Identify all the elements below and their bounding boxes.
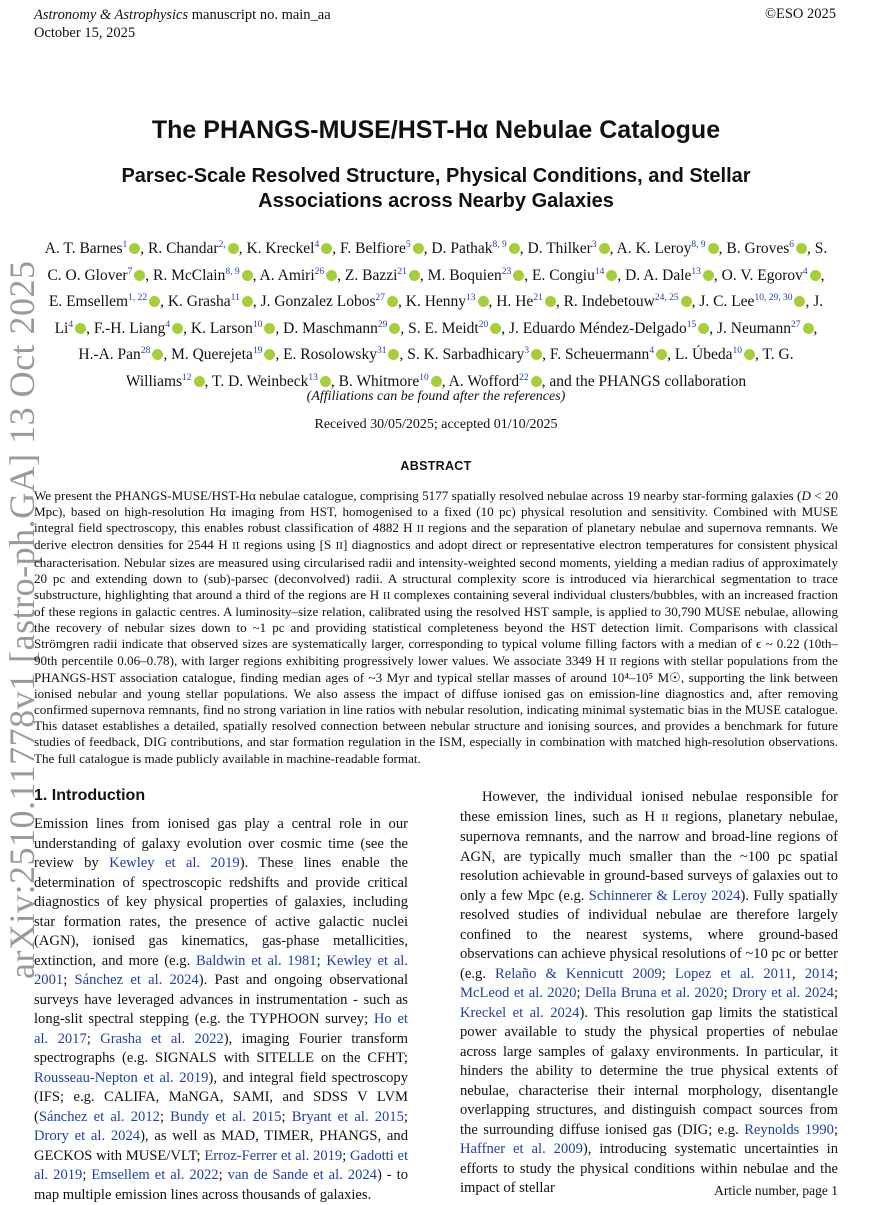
orcid-icon[interactable] (129, 243, 140, 254)
author (431, 240, 519, 257)
citation-link[interactable]: Della Bruna et al. 2020 (584, 985, 724, 1001)
citation-link[interactable]: van de Sande et al. 2024 (227, 1167, 377, 1183)
body-text: ; (218, 1167, 228, 1183)
author-name: A. K. Leroy (616, 240, 692, 257)
affiliation-marker[interactable]: 11 (230, 293, 240, 304)
orcid-icon[interactable] (228, 243, 239, 254)
orcid-icon[interactable] (320, 376, 331, 387)
author (168, 293, 253, 310)
orcid-icon[interactable] (513, 270, 524, 281)
author-name: B. Whitmore (338, 372, 420, 390)
author-name: D. Pathak (431, 240, 493, 257)
orcid-icon[interactable] (810, 270, 821, 281)
author (449, 373, 542, 390)
orcid-icon[interactable] (531, 349, 542, 360)
affiliation-marker[interactable]: 20 (478, 319, 489, 330)
author (722, 267, 821, 284)
copyright: ©ESO 2025 (764, 6, 836, 22)
author (428, 267, 525, 284)
author-name: D. Thilker (527, 240, 592, 257)
author-name: D. A. Dale (625, 266, 692, 284)
author-name: H.-A. Pan (78, 346, 141, 364)
orcid-icon[interactable] (172, 323, 183, 334)
affiliation-marker[interactable]: 4 (649, 346, 655, 357)
author-name: K. Grasha (167, 293, 231, 311)
citation-link[interactable]: Rousseau-Nepton et al. 2019 (34, 1069, 209, 1086)
paper-subtitle: Parsec-Scale Resolved Structure, Physical Conditions, and Stellar Associations across Nearby Galaxies (121, 165, 751, 212)
author (617, 240, 719, 257)
affiliation-marker[interactable]: 8, 9 (492, 240, 507, 250)
body-text: ; (833, 1121, 839, 1138)
body-text: ), and integral field spectroscopy (IFS; e.g. CALIFA, MaNGA, SAMI, and SDSS V LVM ( (34, 1069, 408, 1125)
affiliation-marker[interactable]: 19 (252, 346, 263, 357)
affiliation-marker[interactable]: 4 (314, 240, 320, 250)
body-text: Emission lines from ionised gas play a central role in our understanding of galaxy evolution over cosmic time (see the review by (34, 816, 408, 871)
body-text: ; (316, 952, 327, 969)
author (345, 267, 420, 284)
body-text: ; (833, 985, 838, 1001)
author-name: J. Eduardo Méndez-Delgado (508, 319, 687, 337)
abstract-fragment: < 20 Mpc), based on high-resolution Hα imaging from HST, homogenised to a fixed (10 pc) physical resolution and sensitivity. Combined with MUSE integral field spectroscopy, this enables robust classification of 4882 H (34, 488, 839, 536)
manuscript-number: manuscript no. main_aa (191, 7, 331, 23)
citation-link[interactable]: Lopez et al. 2011 (674, 965, 792, 982)
affiliation-marker[interactable]: 3 (591, 240, 597, 250)
journal-name: Astronomy & Astrophysics (34, 7, 189, 23)
author (153, 267, 253, 284)
author-name: L. Úbeda (674, 346, 733, 364)
author (94, 320, 183, 337)
citation-link[interactable]: Kewley et al. 2001 (34, 952, 409, 988)
author (191, 320, 276, 337)
affiliation-marker[interactable]: 8, 9 (225, 266, 240, 277)
author-name: S. C. O. Glover (47, 240, 828, 284)
author-name: E. Emsellem (48, 293, 129, 311)
author (509, 320, 709, 337)
intro-right-column (460, 788, 838, 1199)
body-text: ; (86, 1030, 101, 1047)
orcid-icon[interactable] (264, 349, 275, 360)
intro-left-column (34, 815, 408, 1205)
citation-link[interactable]: Haffner et al. 2009 (460, 1141, 583, 1157)
affiliation-marker[interactable]: 29 (377, 319, 388, 330)
body-text: However, the individual ionised nebulae responsible for these emission lines, such as H (460, 789, 838, 825)
affiliation-marker[interactable]: 23 (501, 266, 512, 277)
author (406, 293, 489, 310)
author (717, 320, 814, 337)
section-heading: 1. Introduction (34, 787, 146, 804)
orcid-icon[interactable] (744, 349, 755, 360)
abstract-fragment: II (232, 540, 240, 553)
body-text: ; (159, 1108, 171, 1125)
author-name: R. Chandar (148, 240, 219, 257)
abstract-fragment: II (335, 540, 343, 553)
affiliation-marker[interactable]: 13 (308, 372, 318, 383)
abstract-body (34, 488, 838, 767)
body-text: ). These lines enable the determination of spectroscopic redshifts and provide critical diagnostics of key physical properties of galaxies, including star formation rates, the presence of active galactic nuclei (AGN), ionised gas kinematics, gas-phase metallicities, extinction, and more (e.g. (34, 855, 409, 969)
author (283, 320, 400, 337)
citation-link[interactable]: Relaño & Kennicutt 2009 (495, 965, 662, 982)
author (408, 320, 501, 337)
orcid-icon[interactable] (75, 323, 86, 334)
author-name: B. Groves (726, 240, 790, 257)
affiliation-marker[interactable]: 2, (218, 240, 226, 250)
citation-link[interactable]: Baldwin et al. 1981 (196, 952, 317, 969)
orcid-icon[interactable] (656, 349, 667, 360)
author-name: S. K. Sarbadhicary (407, 346, 525, 364)
author-name: Z. Bazzi (344, 266, 398, 284)
affiliation-marker[interactable]: 21 (533, 293, 543, 304)
received-date: Received 30/05/2025; accepted 01/10/2025 (314, 417, 558, 432)
author (726, 240, 807, 257)
citation-link[interactable]: Kewley et al. 2019 (109, 855, 240, 871)
affiliation-marker[interactable]: 8, 9 (691, 240, 706, 250)
citation-link[interactable]: Emsellem et al. 2022 (91, 1167, 219, 1183)
header-date: October 15, 2025 (34, 25, 136, 41)
author (171, 346, 275, 363)
citation-link[interactable]: Kreckel et al. 2024 (460, 1004, 580, 1021)
body-text: ; (403, 1108, 408, 1125)
author-name: R. Indebetouw (563, 293, 655, 311)
author (283, 346, 399, 363)
authors-tail: , and the PHANGS collaboration (541, 372, 747, 390)
author (49, 293, 160, 310)
body-text: ; (661, 965, 675, 982)
abstract-fragment: complexes containing several individual clusters/bubbles, with an increased fraction of these regions in galactic centres. A luminosity–size relation, calibrated using the resolved HST sample, is applied to 30,790 MUSE nebulae, allowing the recovery of nebular sizes down to ~1 pc and providing statistical completeness beyond the HST detection limit. Comparisons with classical Strömgren radii indicate that observed sizes are systematically larger, corresponding to typical volume filling factors with a median of ϵ ~ 0.22 (10th–90th percentile 0.06–0.78), with larger regions exhibiting progressively lower values. We associate 3349 H (34, 586, 838, 668)
affiliation-marker[interactable]: 27 (375, 293, 386, 304)
body-text: ; (723, 985, 733, 1001)
orcid-icon[interactable] (681, 296, 692, 307)
citation-link[interactable]: Sánchez et al. 2012 (38, 1108, 160, 1125)
body-text: ; (281, 1108, 292, 1125)
orcid-icon[interactable] (803, 323, 814, 334)
affiliation-marker[interactable]: 1 (122, 240, 128, 250)
author (496, 293, 556, 310)
author (261, 293, 398, 310)
affiliation-marker[interactable]: 26 (314, 266, 325, 277)
body-text: ), imaging Fourier transform spectrographs (e.g. SIGNALS with SITELLE on the CFHT; (34, 1030, 408, 1066)
orcid-icon[interactable] (606, 270, 617, 281)
author (78, 346, 163, 363)
author-name: K. Larson (190, 319, 253, 337)
orcid-icon[interactable] (708, 243, 719, 254)
author-name: O. V. Egorov (721, 266, 803, 284)
page-footer: Article number, page 1 (714, 1183, 838, 1198)
arxiv-identifier[interactable]: arXiv:2510.11778v1 [astro-ph.GA] 13 Oct 2025 (2, 260, 42, 979)
abstract-fragment: D (801, 488, 811, 503)
orcid-icon[interactable] (242, 270, 253, 281)
author-name: M. Boquien (427, 266, 502, 284)
body-text: ; (63, 972, 75, 988)
affiliation-marker[interactable]: 27 (791, 319, 801, 330)
author-name: R. McClain (153, 266, 226, 284)
affiliation-marker[interactable]: 10 (732, 346, 742, 357)
author (675, 346, 755, 363)
author-name: K. Kreckel (246, 240, 315, 257)
body-text: , (792, 965, 805, 982)
affiliation-marker[interactable]: 31 (376, 346, 387, 357)
abstract-fragment: We present the PHANGS-MUSE/HST-Hα nebulae catalogue, comprising 5177 spatially resolved nebulae across 19 nearby star-forming galaxies ( (34, 488, 802, 503)
affiliation-marker[interactable]: 1, 22 (128, 293, 148, 304)
author (212, 373, 331, 390)
affiliation-marker[interactable]: 5 (405, 240, 411, 250)
author-name: T. D. Weinbeck (212, 372, 309, 390)
orcid-icon[interactable] (242, 296, 253, 307)
orcid-icon[interactable] (599, 243, 610, 254)
author-name: E. Congiu (531, 266, 595, 284)
author-name: M. Querejeta (171, 346, 253, 364)
paper-title: The PHANGS-MUSE/HST-Hα Nebulae Catalogue (151, 116, 721, 144)
author (564, 293, 692, 310)
citation-link[interactable]: 2014 (804, 965, 834, 982)
abstract-heading: ABSTRACT (400, 459, 472, 473)
abstract-fragment: regions using [S (239, 537, 336, 553)
body-text: ; (833, 965, 838, 982)
citation-link[interactable]: Bryant et al. 2015 (291, 1108, 404, 1125)
running-header (34, 6, 331, 42)
orcid-icon[interactable] (264, 323, 275, 334)
small-caps: II (661, 811, 669, 824)
citation-link[interactable]: Reynolds 1990 (744, 1121, 834, 1138)
citation-link[interactable]: McLeod et al. 2020 (460, 985, 577, 1001)
affiliation-marker[interactable]: 4 (68, 319, 74, 330)
orcid-icon[interactable] (321, 243, 332, 254)
author (532, 267, 617, 284)
citation-link[interactable]: Sánchez et al. 2024 (74, 972, 199, 988)
abstract-fragment: regions and the separation of planetary nebulae and supernova remnants. We derive electron densities for 2544 H (34, 520, 838, 553)
body-text: ) - to map multiple emission lines across thousands of galaxies. (34, 1167, 409, 1203)
abstract-fragment: ] diagnostics and adopt direct or representative electron temperatures for consistent physical characterisation. Nebular sizes are measured using circularised radii and intensity-weighted second moments, yielding a median radius of approximately 20 pc and extending down to (sub)-parsec (deconvolved) radii. A structural complexity score is introduced via hierarchical segmentation to trace substructure, highlighting that around a third of the regions are H (34, 537, 838, 602)
orcid-icon[interactable] (794, 296, 805, 307)
citation-link[interactable]: Gadotti et al. 2019 (34, 1147, 409, 1183)
orcid-icon[interactable] (388, 349, 399, 360)
citation-link[interactable]: Bundy et al. 2015 (170, 1108, 282, 1125)
citation-link[interactable]: Ho et al. 2017 (34, 1011, 408, 1047)
author (340, 240, 424, 257)
author (699, 293, 805, 310)
orcid-icon[interactable] (431, 376, 442, 387)
author-name: K. Henny (405, 293, 467, 311)
affiliation-marker[interactable]: 6 (789, 240, 795, 250)
affiliation-marker[interactable]: 14 (594, 266, 605, 277)
affiliation-marker[interactable]: 15 (686, 319, 697, 330)
author-name: A. Amiri (259, 266, 315, 284)
body-text: ). Past and ongoing observational surveys have leveraged advances in instrumentation - such as long-slit spectral stepping (e.g. the TYPHOON survey; (34, 972, 408, 1027)
body-text: regions, planetary nebulae, supernova remnants, and the narrow and broad-line regions of AGN, are typically much smaller than the ~100 pc spatial resolution achievable in ground-based surveys of galaxies out to only a few Mpc (e.g. (460, 808, 838, 904)
body-text: ), introducing systematic uncertainties in efforts to study the physical conditions within nebulae and the impact of stellar (460, 1141, 838, 1196)
affiliation-marker[interactable]: 3 (524, 346, 530, 357)
affiliation-marker[interactable]: 22 (519, 372, 529, 383)
affiliation-marker[interactable]: 4 (165, 319, 171, 330)
orcid-icon[interactable] (387, 296, 398, 307)
affiliations-note: (Affiliations can be found after the references) (306, 389, 566, 404)
affiliation-marker[interactable]: 10 (419, 372, 429, 383)
author (246, 240, 332, 257)
orcid-icon[interactable] (531, 376, 542, 387)
author (528, 240, 610, 257)
author-name: A. T. Barnes (44, 240, 123, 257)
body-text: ). Fully spatially resolved studies of individual nebulae are therefore largely confined to the nearest systems, where ground-based observations can achieve physical resolutions of ~10 pc or better (e.g. (460, 887, 838, 982)
orcid-icon[interactable] (149, 296, 160, 307)
affiliation-marker[interactable]: 10 (252, 319, 263, 330)
affiliation-marker[interactable]: 24, 25 (654, 293, 679, 304)
author-name: A. Wofford (448, 372, 520, 390)
orcid-icon[interactable] (326, 270, 337, 281)
orcid-icon[interactable] (134, 270, 145, 281)
orcid-icon[interactable] (413, 243, 424, 254)
orcid-icon[interactable] (509, 243, 520, 254)
body-text: ). This resolution gap limits the statistical power available to study the physical properties of nebulae across large samples of galaxy environments. In particular, it hinders the ability to determine the true physical extents of nebulae, characterise their internal morphology, disentangle overlapping structures, and distinguish compact sources from the surrounding diffuse ionised gas (DIG; e.g. (460, 1004, 839, 1138)
author-name: J. Li (54, 293, 824, 337)
orcid-icon[interactable] (796, 243, 807, 254)
author-name: H. He (496, 293, 534, 311)
author (339, 373, 442, 390)
author (407, 346, 542, 363)
orcid-icon[interactable] (490, 323, 501, 334)
affiliation-marker[interactable]: 7 (127, 266, 133, 277)
abstract-fragment: II (609, 655, 617, 668)
author (260, 267, 338, 284)
citation-link[interactable]: Schinnerer & Leroy 2024 (588, 887, 741, 904)
orcid-icon[interactable] (389, 323, 400, 334)
body-text: ; (576, 985, 585, 1001)
orcid-icon[interactable] (703, 270, 714, 281)
author-name: J. C. Lee (699, 293, 755, 311)
author-name: F.-H. Liang (93, 319, 166, 337)
affiliation-marker[interactable]: 12 (182, 372, 192, 383)
author-name: D. Maschmann (283, 319, 378, 337)
author (148, 240, 239, 257)
author (45, 240, 141, 257)
orcid-icon[interactable] (409, 270, 420, 281)
author-name: J. Neumann (716, 319, 792, 337)
citation-link[interactable]: Drory et al. 2024 (732, 985, 834, 1001)
affiliation-marker[interactable]: 28 (140, 346, 151, 357)
author-name: E. Rosolowsky (283, 346, 377, 364)
orcid-icon[interactable] (545, 296, 556, 307)
affiliation-marker[interactable]: 10, 29, 30 (754, 293, 793, 304)
abstract-fragment: II (382, 589, 391, 602)
author (625, 267, 714, 284)
abstract-fragment: regions with stellar populations from the PHANGS-HST association catalogue, finding median ages of ~3 Myr and typical stellar masses of around 10⁴–10⁵ M☉, supporting the link between ionised nebular and young stellar populations. We also assess the impact of diffuse ionised gas on emission-line diagnostics and, after removing confirmed supernova remnants, find no strong variation in line ratios with nebular resolution, indicating minimal systematic bias in the MUSE catalogue. This dataset establishes a detailed, spatially resolved connection between nebular structure and ionising sources, and provides a benchmark for future studies of feedback, DIG contributions, and star formation regulation in the ISM, especially in combination with matched high-resolution observations. The full catalogue is made publicly available in machine-readable format. (34, 652, 838, 766)
orcid-icon[interactable] (478, 296, 489, 307)
affiliation-marker[interactable]: 4 (802, 266, 808, 277)
affiliation-marker[interactable]: 13 (691, 266, 701, 277)
body-text: ; (342, 1147, 350, 1164)
author-name: F. Belfiore (339, 240, 406, 257)
affiliation-marker[interactable]: 13 (466, 293, 476, 304)
body-text: ), as well as MAD, TIMER, PHANGS, and GECKOS with MUSE/VLT; (34, 1128, 408, 1164)
author-name: S. E. Meidt (408, 319, 479, 337)
citation-link[interactable]: Erroz-Ferrer et al. 2019 (204, 1147, 343, 1164)
orcid-icon[interactable] (194, 376, 205, 387)
body-text: ; (82, 1167, 92, 1183)
citation-link[interactable]: Drory et al. 2024 (34, 1128, 141, 1144)
author-list: A. T. Barnes$^1$ , R. Chandar$^{2,}$ , K. Kreckel$^4$ , F. Belfiore$^5$ , D. Pathak$^{8, 9}$ , D. Thilker$^3$ , A. K. Leroy$^{8, 9}$ , B. Groves$^6$ , S. C. O. Glover$^7$ , R. McClain$^{8, 9}$ , A. Amiri$^{26}$ , Z. Bazzi$^{21}$ , M. Boquien$^{23}$ , E. Congiu$^{14}$ , D. A. Dale$^{13}$ , O. V. Egorov$^4$ , E. Emsellem$^{1, 22}$ , K. Grasha$^{11}$ , J. Gonzalez Lobos$^{27}$ , K. Henny$^{13}$ , H. He$^{21}$ , R. Indebetouw$^{24, 25}$ , J. C. Lee$^{10, 29, 30}$ , J. Li$^4$ , F.-H. Liang$^4$ , K. Larson$^{10}$ , D. Maschmann$^{29}$ , S. E. Meidt$^{20}$ , J. Eduardo Méndez-Delgado$^{15}$ , J. Neumann$^{27}$ , H.-A. Pan$^{28}$ , M. Querejeta$^{19}$ , E. Rosolowsky$^{31}$ , S. K. Sarbadhicary$^3$ , F. Scheuermann$^4$ , L. Úbeda$^{10}$ , T. G. Williams$^{12}$ , T. D. Weinbeck$^{13}$ , B. Whitmore$^{10}$ , A. Wofford$^{22}$ , and the PHANGS collaboration (44, 240, 828, 390)
abstract-fragment: II (416, 523, 425, 536)
citation-link[interactable]: Grasha et al. 2022 (100, 1030, 224, 1047)
orcid-icon[interactable] (698, 323, 709, 334)
author-name: J. Gonzalez Lobos (260, 293, 376, 311)
affiliation-marker[interactable]: 21 (397, 266, 407, 277)
author-name: F. Scheuermann (549, 346, 650, 364)
author (550, 346, 667, 363)
orcid-icon[interactable] (152, 349, 163, 360)
author-name: T. G. Williams (125, 346, 794, 390)
